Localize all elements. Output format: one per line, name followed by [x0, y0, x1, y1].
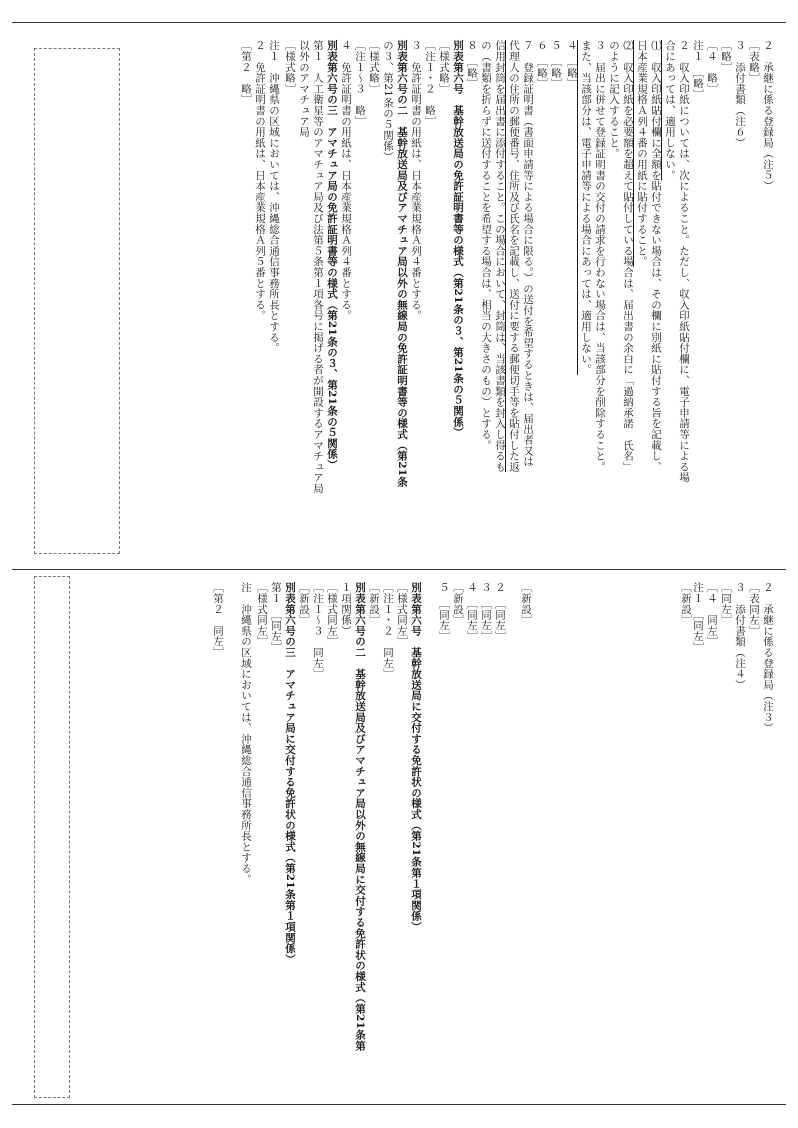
current-text-line: また、当該部分は、電子申請等による場合にあっては、適用しない。 — [580, 40, 592, 375]
current-text-line: ３ 免許証明書の用紙は、日本産業規格Ａ列４番とする。 — [410, 40, 422, 321]
revised-text-line: ３ 添付書類（注４） — [734, 582, 746, 690]
revised-text-line: ２ ［同左］ — [494, 582, 506, 642]
current-text-line: ６ ［略］ — [536, 40, 548, 89]
current-text-line: 代理人の住所の郵便番号、住所及び氏名を記載し、送付に要する郵便切手等を貼付した返 — [508, 40, 520, 472]
current-text-line: 別表第六号の二 基幹放送局及びアマチュア局以外の無線局の免許証明書等の様式（第21条 — [396, 40, 408, 488]
revised-text-line: 第１ ［同左］ — [270, 582, 282, 653]
revised-text-line: 注１ ［同左］ — [692, 582, 704, 653]
current-text-line: 第１ 人工衛星等のアマチュア局及び法第５条第１項各号に掲げる者が開設するアマチュア局 — [312, 40, 324, 494]
revised-text-line: 注 沖縄県の区域においては、沖縄総合通信事務所長とする。 — [240, 582, 252, 885]
middle-rule — [12, 569, 786, 570]
revised-text-line: ［新設］ — [452, 582, 464, 626]
revised-text-line: ２ 承継に係る登録局（注３） — [762, 582, 774, 734]
current-text-line: 合にあっては、適用しない。 — [664, 40, 676, 181]
revised-text-line: ［新設］ — [520, 582, 532, 626]
current-text-line: ［注１・２ 略］ — [424, 40, 436, 127]
current-text-line: ２ 免許証明書の用紙は、日本産業規格Ａ列５番とする。 — [254, 40, 266, 321]
current-text-line: 注１ 沖縄県の区域においては、沖縄総合通信事務所長とする。 — [268, 40, 280, 354]
current-text-line: ⑵ 収入印紙を必要額を超えて貼付している場合は、届出書の余白に「過納承諾 氏名」 — [622, 40, 634, 472]
current-text-line: ８ ［略］ — [466, 40, 478, 89]
current-text-line: ２ 収入印紙については、次によること。ただし、収入印紙貼付欄に、電子申請等による場 — [678, 40, 690, 483]
current-text-line: 別表第六号の三 アマチュア局の免許証明書等の様式（第21条の３、第21条の５関係） — [326, 40, 338, 471]
top-rule — [12, 22, 786, 23]
current-text-line: ⑴ 収入印紙貼付欄に全額を貼付できない場合は、その欄に別紙に貼付する旨を記載し、 — [650, 40, 662, 472]
current-text-line: ２ 承継に係る登録局（注５） — [762, 40, 774, 192]
current-text-line: ［様式略］ — [284, 40, 296, 94]
revised-text-line: ［第２ 同左］ — [212, 582, 224, 658]
revised-text-line: 別表第六号 基幹放送局に交付する免許状の様式（第21条第１項関係） — [410, 582, 422, 933]
current-text-line: ［様式略］ — [368, 40, 380, 94]
current-text-line: ４ ［略］ — [566, 40, 578, 89]
revised-text-line: １項関係） — [340, 582, 352, 636]
revised-text-line: ［注１～３ 同左］ — [312, 582, 324, 680]
current-text-line: ［第２ 略］ — [240, 40, 252, 105]
bottom-rule — [12, 1104, 786, 1105]
current-text-line: ５ ［略］ — [550, 40, 562, 89]
current-text-line: 以外のアマチュア局 — [298, 40, 310, 138]
revised-text-line: ［注１・２ 同左］ — [382, 582, 394, 680]
current-text-line: ［注１～３ 略］ — [354, 40, 366, 127]
revised-text-line: ［同左］ — [720, 582, 732, 626]
revised-text-line: ［新設］ — [298, 582, 310, 626]
current-text-line: の（書類を折らずに送付することを希望する場合は、相当の大きさのもの）とする。 — [480, 40, 492, 451]
revised-text-line: ［新設］ — [680, 582, 692, 626]
current-text-line: 日本産業規格Ａ列４番の用紙に貼付すること。 — [636, 40, 648, 267]
revised-text-panel — [12, 576, 786, 1100]
current-text-line: 信用封筒を届出書に添付すること。この場合において、封筒は、当該書類を封入し得るも — [494, 40, 506, 472]
current-text-line: ７ 登録証明書（書面申請等による場合に限る。）の送付を希望するときは、届出者又は — [522, 40, 534, 467]
revised-text-line: ［表同左］ — [748, 582, 760, 636]
dashed-box-current — [34, 48, 120, 554]
revised-text-line: ５ ［同左］ — [438, 582, 450, 642]
revised-text-line: ［様式同左］ — [326, 582, 338, 647]
current-text-line: ３ 届出に併せて登録証明書の交付の請求を行わない場合は、当該部分を削除すること。 — [594, 40, 606, 472]
current-text-line: ４ 免許証明書の用紙は、日本産業規格Ａ列４番とする。 — [340, 40, 352, 321]
current-text-line: の３、第21条の５関係） — [382, 40, 394, 162]
current-text-line: ［略］ — [720, 40, 732, 73]
current-text-line: 別表第六号 基幹放送局の免許証明書等の様式（第21条の３、第21条の５関係） — [452, 40, 464, 438]
revised-text-line: ［４ 同左］ — [706, 582, 718, 647]
revised-text-line: ［様式同左］ — [396, 582, 408, 647]
dashed-box-revised — [34, 576, 70, 1098]
revised-text-line: ［新設］ — [368, 582, 380, 626]
current-text-line: ３ 添付書類（注６） — [734, 40, 746, 148]
revised-text-line: ４ ［同左］ — [466, 582, 478, 642]
current-text-line: ［４ 略］ — [706, 40, 718, 94]
current-text-line: のように記入すること。 — [608, 40, 620, 159]
revised-text-line: 別表第六号の三 アマチュア局に交付する免許状の様式（第21条第１項関係） — [284, 582, 296, 965]
current-text-line: 注１ ［略］ — [692, 40, 704, 100]
current-text-panel — [12, 34, 786, 564]
current-text-line: ［表略］ — [748, 40, 760, 84]
revised-text-line: 別表第六号の二 基幹放送局及びアマチュア局以外の無線局に交付する免許状の様式（第21条第 — [354, 582, 366, 1051]
current-text-line: ［様式略］ — [438, 40, 450, 94]
revised-text-line: ［様式同左］ — [256, 582, 268, 647]
revised-text-line: ３ ［同左］ — [480, 582, 492, 642]
